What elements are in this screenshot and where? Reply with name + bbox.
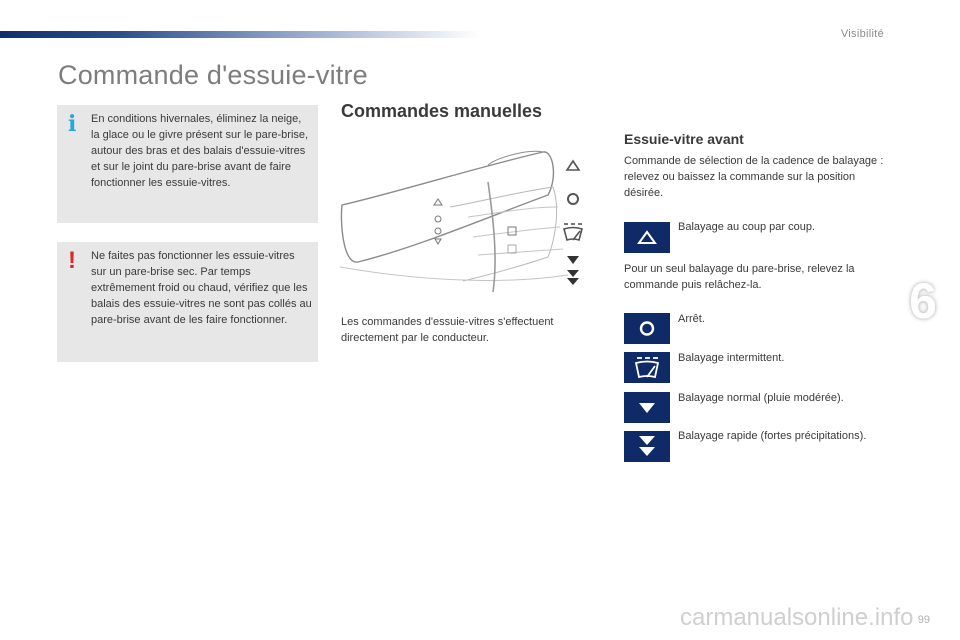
mode-label-intermittent: Balayage intermittent. — [678, 352, 785, 364]
manual-controls-heading: Commandes manuelles — [341, 101, 543, 121]
section-name: Visibilité — [840, 28, 884, 40]
front-wiper-heading: Essuie-vitre avant — [624, 131, 744, 147]
warning-notice-text: Ne faites pas fonctionner les essuie-vitres sur un pare-brise sec. Par temps extrêmement froid ou chaud, vérifiez que les balais des essuie-vitres ne sont pas collés au pare-brise avant de les faire fonctionner. — [91, 250, 312, 326]
off-side-icon — [560, 187, 586, 211]
driver-text: Les commandes d'essuie-vitres s'effectuent directement par le conducteur. — [341, 316, 554, 344]
intermittent-icon — [624, 352, 670, 383]
info-icon: i — [68, 111, 77, 137]
header-gradient-bar — [0, 31, 480, 38]
single-sweep-side-icon — [560, 153, 586, 177]
page-number: 99 — [917, 614, 930, 626]
info-notice-text: En conditions hivernales, éliminez la neige, la glace ou le givre présent sur le pare-brise, autour des bras et des balais d'essuie-vitres et sur le joint du pare-brise avant de faire fonctionner les essuie-vitres. — [91, 113, 309, 189]
watermark: carmanualsonline.info — [680, 604, 914, 631]
single-sweep-text: Pour un seul balayage du pare-brise, relevez la commande puis relâchez-la. — [624, 263, 855, 291]
warning-notice — [57, 242, 318, 362]
chapter-number: 6 — [909, 273, 937, 329]
single-sweep-icon — [624, 222, 670, 253]
mode-label-single-sweep: Balayage au coup par coup. — [678, 221, 815, 233]
info-notice — [57, 105, 318, 223]
mode-label-normal-speed: Balayage normal (pluie modérée). — [678, 392, 844, 404]
normal-speed-icon — [624, 392, 670, 423]
mode-label-off: Arrêt. — [678, 313, 705, 325]
front-wiper-intro: Commande de sélection de la cadence de balayage : relevez ou baissez la commande sur la position désirée. — [624, 155, 884, 199]
wiper-lever-illustration — [338, 147, 593, 297]
intermittent-side-icon — [560, 220, 586, 244]
fast-speed-side-icon — [560, 266, 586, 290]
off-icon — [624, 313, 670, 344]
fast-speed-icon — [624, 431, 670, 462]
mode-label-fast-speed: Balayage rapide (fortes précipitations). — [678, 430, 867, 442]
page-title: Commande d'essuie-vitre — [58, 60, 368, 90]
warning-icon: ! — [68, 247, 76, 274]
